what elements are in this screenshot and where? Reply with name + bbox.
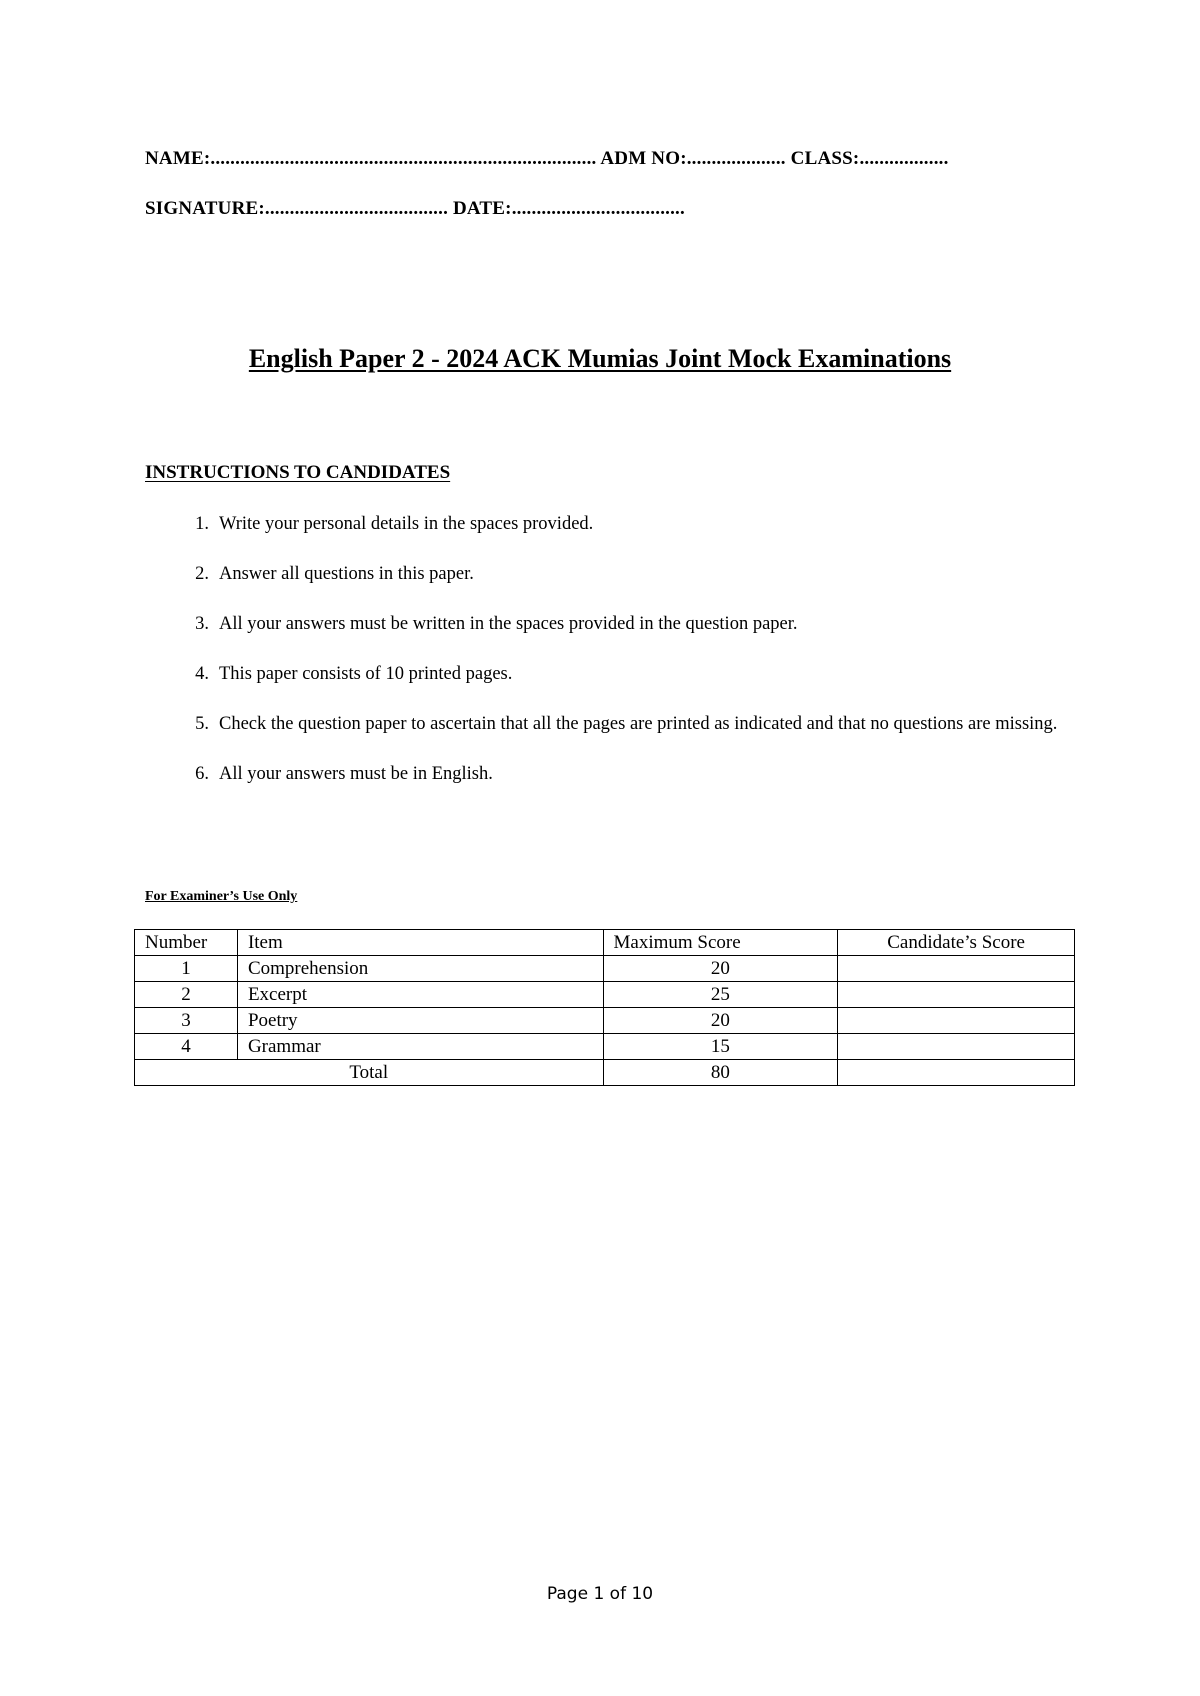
cell-item: Poetry xyxy=(237,1008,603,1034)
cell-item: Comprehension xyxy=(237,956,603,982)
cell-candidate-score[interactable] xyxy=(838,1008,1075,1034)
list-item-number: 1. xyxy=(195,514,209,534)
table-row xyxy=(135,982,1075,1008)
cell-max-score: 20 xyxy=(603,956,838,982)
header-candidate-score: Candidate’s Score xyxy=(838,930,1075,956)
list-item-text: Write your personal details in the spaces provided. xyxy=(219,514,594,534)
table-row xyxy=(135,1008,1075,1034)
list-item xyxy=(145,660,1060,689)
score-table xyxy=(134,929,1075,1086)
header-number: Number xyxy=(135,930,238,956)
instructions-list xyxy=(145,510,1060,810)
list-item xyxy=(145,510,1060,539)
personal-details-line-1[interactable]: NAME:.............................................................................. ADM NO:.................... CLASS:.................. xyxy=(145,148,949,169)
cell-total-max-score: 80 xyxy=(603,1060,838,1086)
cell-candidate-score[interactable] xyxy=(838,956,1075,982)
cell-item: Grammar xyxy=(237,1034,603,1060)
list-item-number: 3. xyxy=(195,614,209,634)
cell-number: 3 xyxy=(135,1008,238,1034)
cell-number: 4 xyxy=(135,1034,238,1060)
list-item-number: 4. xyxy=(195,664,209,684)
cell-candidate-score[interactable] xyxy=(838,982,1075,1008)
cell-candidate-score[interactable] xyxy=(838,1034,1075,1060)
list-item-number: 2. xyxy=(195,564,209,584)
list-item-text: Check the question paper to ascertain that all the pages are printed as indicated and that no questions are missing. xyxy=(219,714,1058,734)
list-item-text: This paper consists of 10 printed pages. xyxy=(219,664,513,684)
cell-max-score: 15 xyxy=(603,1034,838,1060)
table-row xyxy=(135,1034,1075,1060)
list-item-number: 6. xyxy=(195,764,209,784)
header-max-score: Maximum Score xyxy=(603,930,838,956)
list-item-text: All your answers must be written in the spaces provided in the question paper. xyxy=(219,614,798,634)
examiner-use-label: For Examiner’s Use Only xyxy=(145,889,298,904)
cell-total-candidate-score[interactable] xyxy=(838,1060,1075,1086)
list-item-text: All your answers must be in English. xyxy=(219,764,493,784)
personal-details-line-2[interactable]: SIGNATURE:..................................... DATE:................................... xyxy=(145,198,685,219)
list-item xyxy=(145,610,1060,639)
table-total-row xyxy=(135,1060,1075,1086)
list-item xyxy=(145,760,1060,789)
table-row xyxy=(135,956,1075,982)
cell-number: 1 xyxy=(135,956,238,982)
header-item: Item xyxy=(237,930,603,956)
page-title: English Paper 2 - 2024 ACK Mumias Joint Mock Examinations xyxy=(248,344,952,373)
cell-item: Excerpt xyxy=(237,982,603,1008)
list-item-number: 5. xyxy=(195,714,209,734)
page-number-footer: Page 1 of 10 xyxy=(546,1584,654,1604)
table-header-row xyxy=(135,930,1075,956)
instructions-heading: INSTRUCTIONS TO CANDIDATES xyxy=(145,462,451,483)
cell-total-label: Total xyxy=(135,1060,604,1086)
cell-max-score: 20 xyxy=(603,1008,838,1034)
list-item-text: Answer all questions in this paper. xyxy=(219,564,474,584)
cell-max-score: 25 xyxy=(603,982,838,1008)
list-item xyxy=(145,560,1060,589)
list-item xyxy=(145,710,1060,739)
cell-number: 2 xyxy=(135,982,238,1008)
